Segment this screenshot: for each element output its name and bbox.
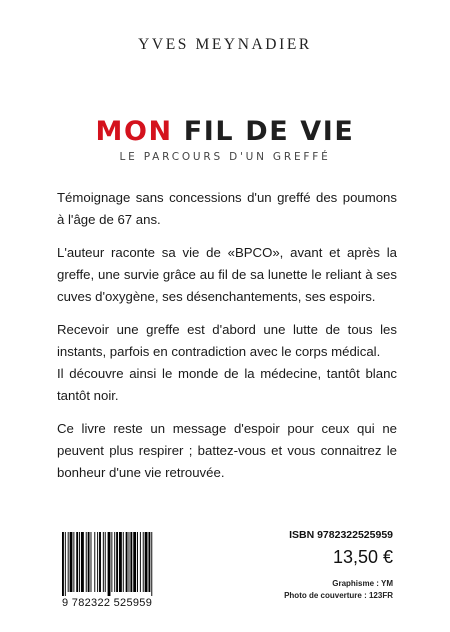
barcode-bar [133, 532, 136, 592]
barcode-bar [97, 532, 98, 592]
barcode-bar [140, 532, 141, 592]
barcode-bar [114, 532, 115, 592]
title-block [0, 118, 450, 163]
barcode-bar [126, 532, 128, 592]
book-subtitle: LE PARCOURS D'UN GREFFÉ [119, 151, 331, 163]
barcode-bar [81, 532, 84, 592]
barcode-bar [94, 532, 95, 592]
barcode-bar [148, 532, 150, 592]
barcode-bar [62, 532, 64, 596]
barcode-bar [130, 532, 132, 592]
paragraph: Recevoir une greffe est d'abord une lutte de tous les instants, parfois en contradiction avec le corps médical. [57, 322, 397, 359]
barcode-bar [86, 532, 87, 592]
barcode-bar [108, 532, 111, 596]
barcode-bar [111, 532, 112, 592]
paragraph: Ce livre reste un message d'espoir pour ceux qui ne peuvent plus respirer ; battez-vous et vous connaitrez le bonheur d'une vie retrouvée. [57, 421, 397, 480]
back-cover-text [57, 187, 397, 495]
barcode-bar [76, 532, 78, 592]
title-red-part: MON [95, 116, 173, 147]
photo-credit: Photo de couverture : 123FR [284, 591, 393, 600]
barcode-bar [73, 532, 74, 592]
barcode-bar [116, 532, 118, 592]
title-dark-part: FIL DE VIE [172, 116, 355, 147]
barcode-bar [99, 532, 101, 592]
barcode-bar [79, 532, 80, 592]
barcode-bar [151, 532, 152, 596]
barcode-bar [105, 532, 106, 592]
book-title [96, 118, 355, 145]
barcode-bar [129, 532, 130, 592]
barcode-bar [65, 532, 66, 596]
paragraph: Témoignage sans concessions d'un greffé des poumons à l'âge de 67 ans. [57, 190, 397, 227]
barcode-bar [103, 532, 104, 592]
price-label: 13,50 € [332, 547, 393, 567]
author-name: YVES MEYNADIER [138, 36, 312, 53]
isbn-label: ISBN 9782322525959 [289, 529, 393, 541]
paragraph: Il découvre ainsi le monde de la médecine, tantôt blanc tantôt noir. [57, 366, 397, 403]
barcode-bar [88, 532, 90, 592]
barcode-bar [123, 532, 124, 592]
barcode-digits: 9 782322 525959 [62, 597, 153, 609]
barcode-bar [137, 532, 138, 592]
barcode-bar [91, 532, 92, 592]
paragraph: L'auteur raconte sa vie de «BPCO», avant et après la greffe, une survie grâce au fil de sa lunette le reliant à ses cuves d'oxygène, ses désenchantements, ses espoirs. [57, 245, 397, 304]
barcode-bar [68, 532, 69, 592]
graphics-credit: Graphisme : YM [332, 579, 393, 588]
barcode-bar [70, 532, 73, 592]
barcode-bar [119, 532, 122, 592]
barcode-bar [145, 532, 148, 592]
barcode-bar [143, 532, 144, 592]
barcode [62, 532, 182, 596]
